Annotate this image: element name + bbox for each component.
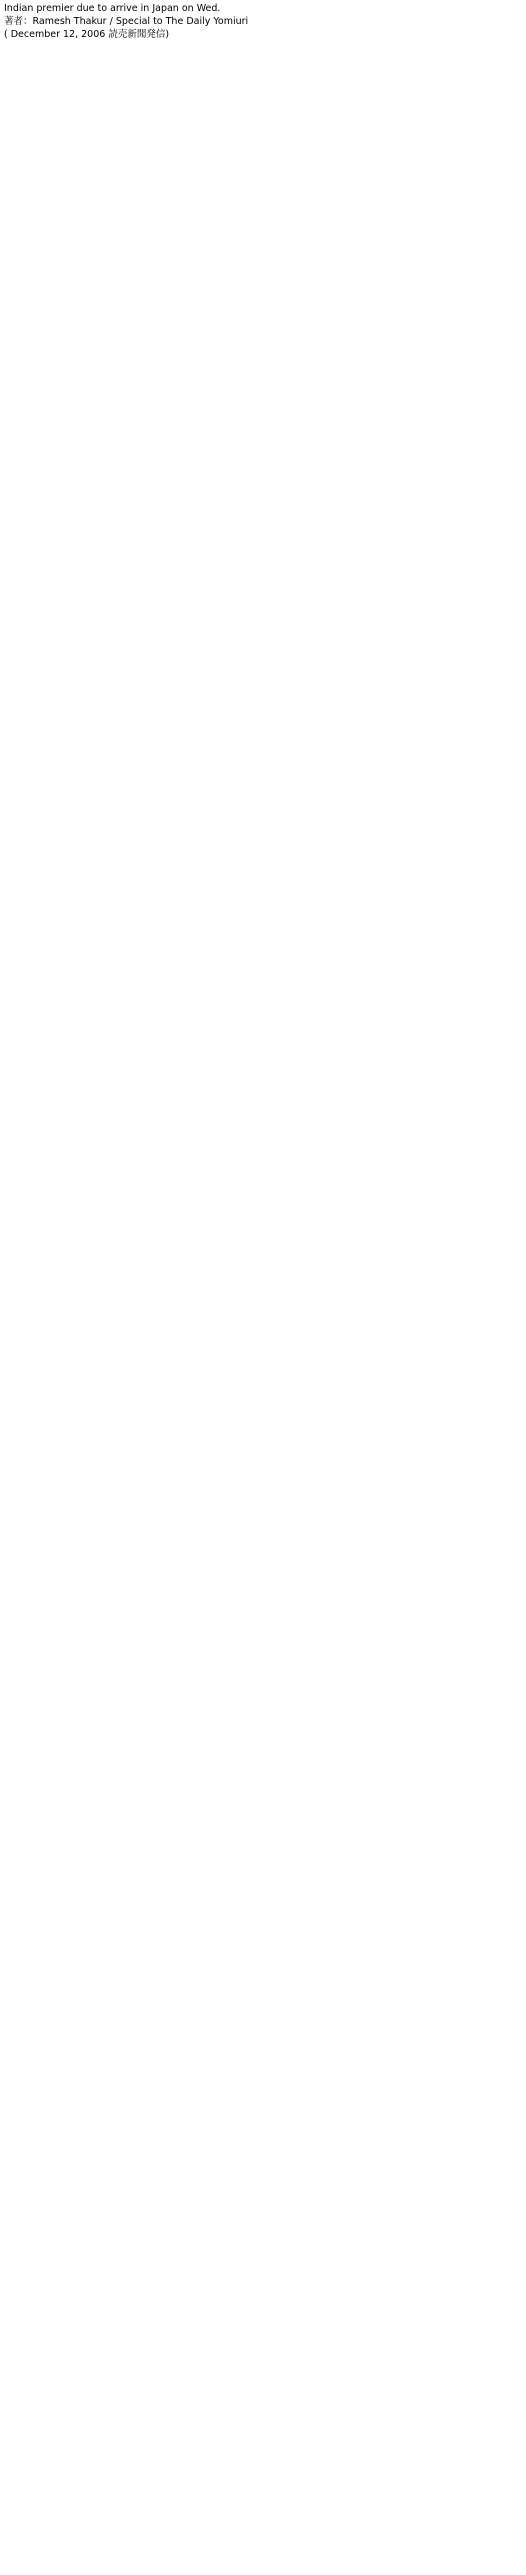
article — [0, 0, 526, 41]
byline: 著者：Ramesh Thakur / Special to The Daily Yomiuri — [4, 16, 249, 27]
headline: Indian premier due to arrive in Japan on Wed. — [4, 3, 221, 14]
dateline: ( December 12, 2006 読売新聞発信) — [4, 29, 170, 40]
